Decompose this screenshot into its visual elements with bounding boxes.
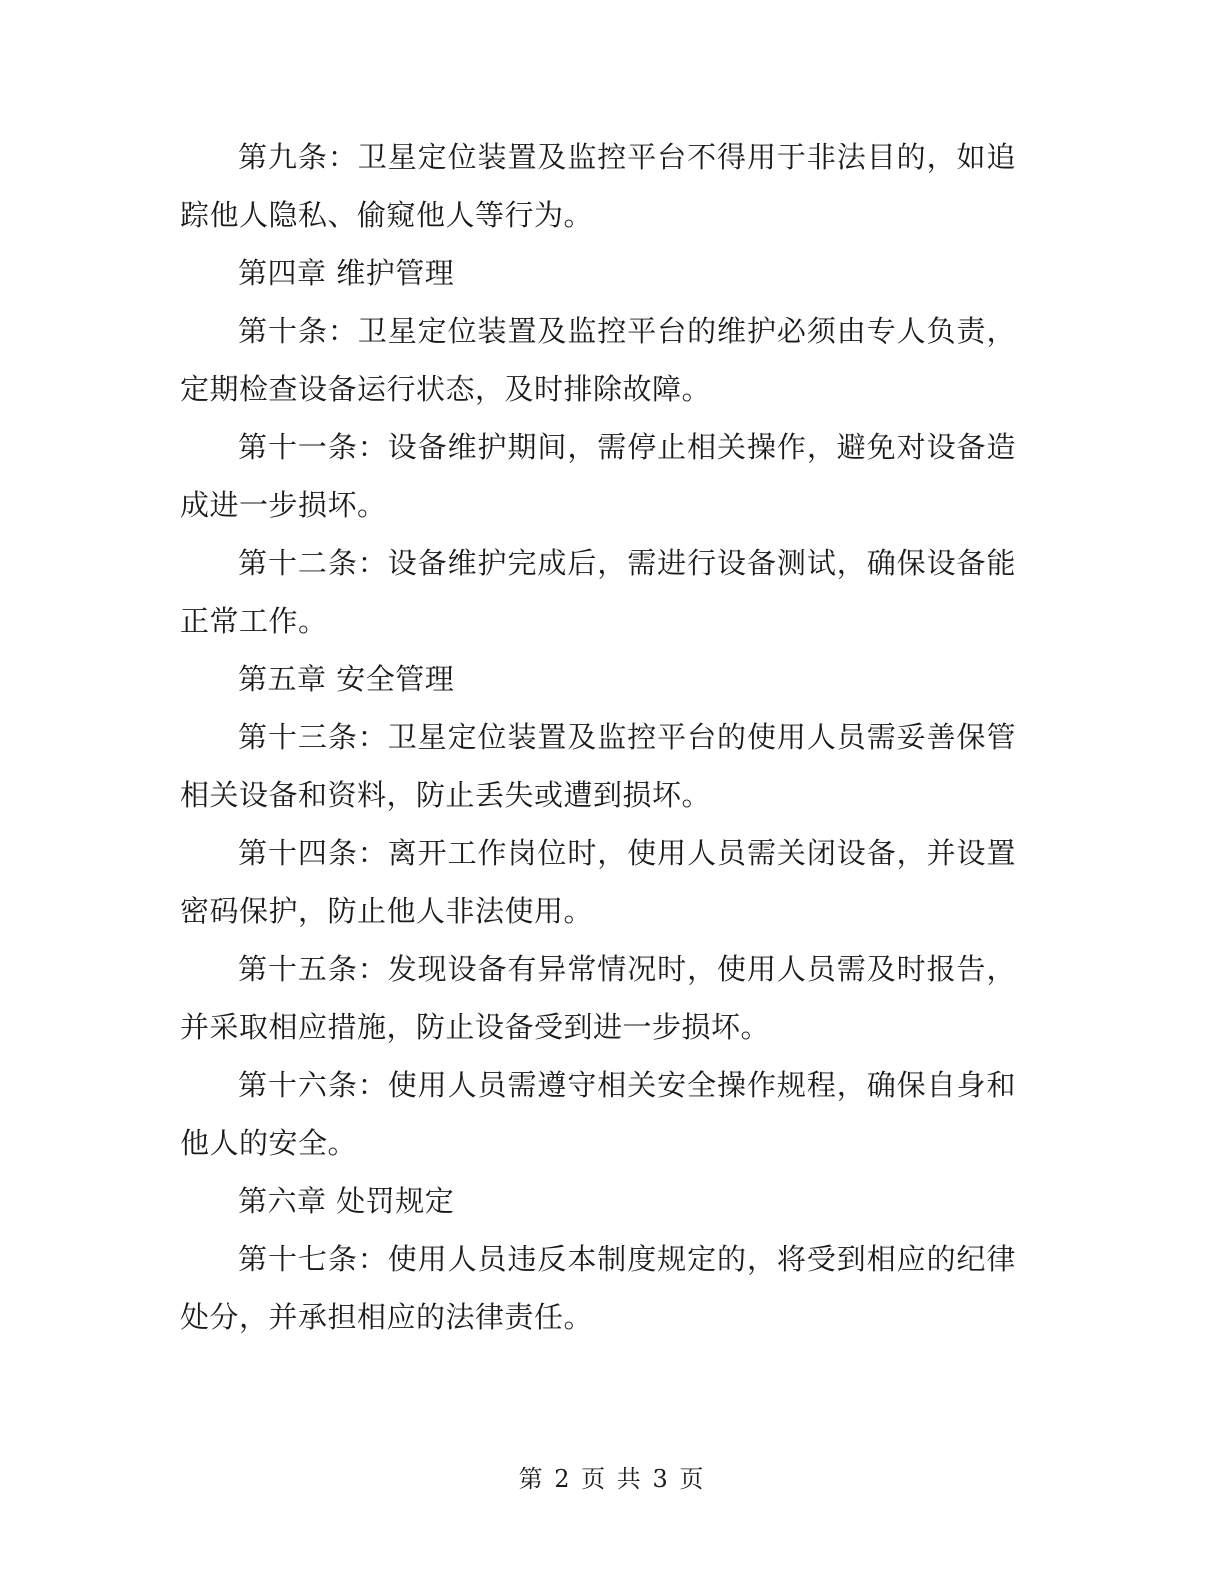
chapter-5-heading: 第五章 安全管理	[238, 662, 455, 696]
page-number-footer: 第 2 页 共 3 页	[518, 1465, 706, 1493]
article-17: 第十七条：使用人员违反本制度规定的，将受到相应的纪律处分，并承担相应的法律责任。	[180, 1242, 1016, 1334]
document-body	[180, 128, 1016, 1346]
article-13: 第十三条：卫星定位装置及监控平台的使用人员需妥善保管相关设备和资料，防止丢失或遭到损坏。	[180, 720, 1016, 812]
chapter-6-heading: 第六章 处罚规定	[238, 1184, 455, 1218]
article-12: 第十二条：设备维护完成后，需进行设备测试，确保设备能正常工作。	[180, 546, 1016, 638]
chapter-4-heading: 第四章 维护管理	[238, 256, 455, 290]
article-16: 第十六条：使用人员需遵守相关安全操作规程，确保自身和他人的安全。	[180, 1068, 1016, 1160]
article-14: 第十四条：离开工作岗位时，使用人员需关闭设备，并设置密码保护，防止他人非法使用。	[180, 836, 1016, 928]
article-10: 第十条：卫星定位装置及监控平台的维护必须由专人负责，定期检查设备运行状态，及时排除故障。	[180, 314, 1016, 406]
article-15: 第十五条：发现设备有异常情况时，使用人员需及时报告，并采取相应措施，防止设备受到进一步损坏。	[180, 952, 1016, 1044]
article-9: 第九条：卫星定位装置及监控平台不得用于非法目的，如追踪他人隐私、偷窥他人等行为。	[180, 140, 1016, 232]
article-11: 第十一条：设备维护期间，需停止相关操作，避免对设备造成进一步损坏。	[180, 430, 1016, 522]
